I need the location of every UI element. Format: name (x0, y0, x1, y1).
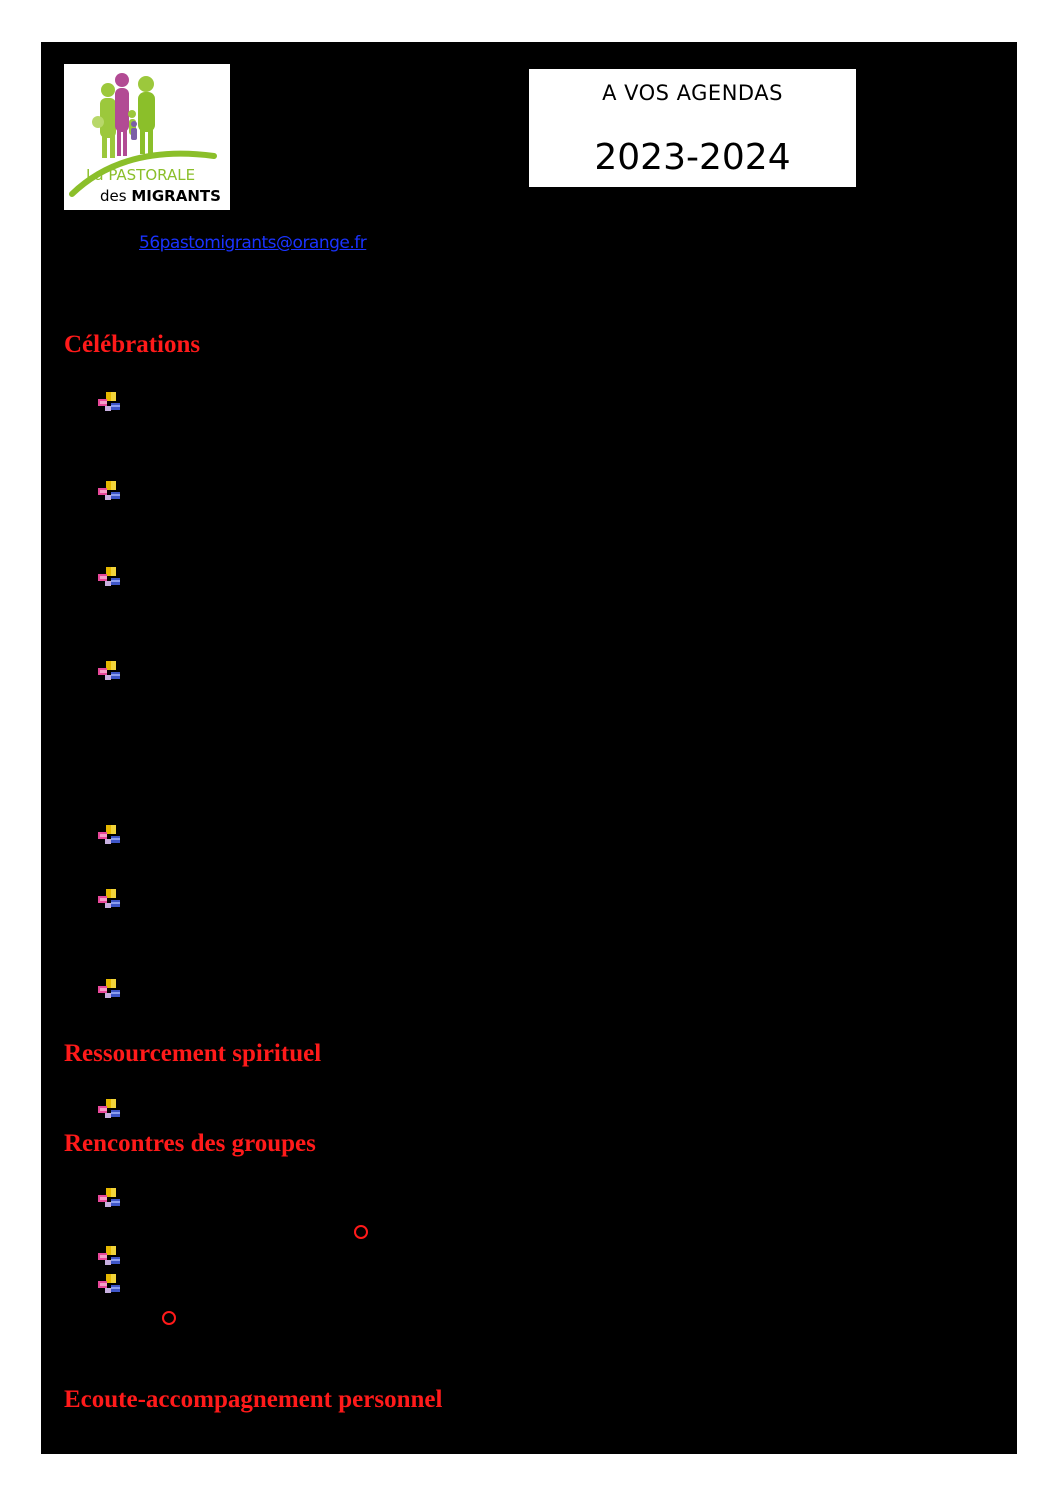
section-ressourcement: Ressourcement spirituel (64, 1040, 322, 1067)
bullet-icon (97, 888, 121, 912)
section-rencontres: Rencontres des groupes (64, 1130, 316, 1157)
bullet-icon (97, 978, 121, 1002)
bullet-icon (97, 1098, 121, 1122)
logo-line1: La PASTORALE (86, 166, 196, 184)
bullet-icon (97, 480, 121, 504)
agenda-year: 2023-2024 (594, 137, 791, 178)
section-celebrations: Célébrations (64, 331, 201, 358)
bullet-icon (97, 660, 121, 684)
email-link[interactable]: 56pastomigrants@orange.fr (139, 233, 367, 253)
bullet-icon (97, 391, 121, 415)
section-ecoute: Ecoute-accompagnement personnel (64, 1386, 443, 1413)
agenda-label: A VOS AGENDAS (602, 81, 783, 105)
logo-line2-prefix: des (100, 187, 132, 205)
sub-bullet-circle-icon (162, 1311, 176, 1325)
logo-line2 (100, 189, 221, 204)
sub-bullet-circle-icon (354, 1225, 368, 1239)
bullet-icon (97, 566, 121, 590)
bullet-icon (97, 1187, 121, 1211)
bullet-icon (97, 1273, 121, 1297)
bullet-icon (97, 1245, 121, 1269)
logo-line2-bold: MIGRANTS (131, 187, 221, 205)
bullet-icon (97, 824, 121, 848)
page-background (41, 42, 1017, 1454)
agenda-header-box (529, 69, 856, 187)
pastorale-migrants-logo (64, 64, 230, 210)
